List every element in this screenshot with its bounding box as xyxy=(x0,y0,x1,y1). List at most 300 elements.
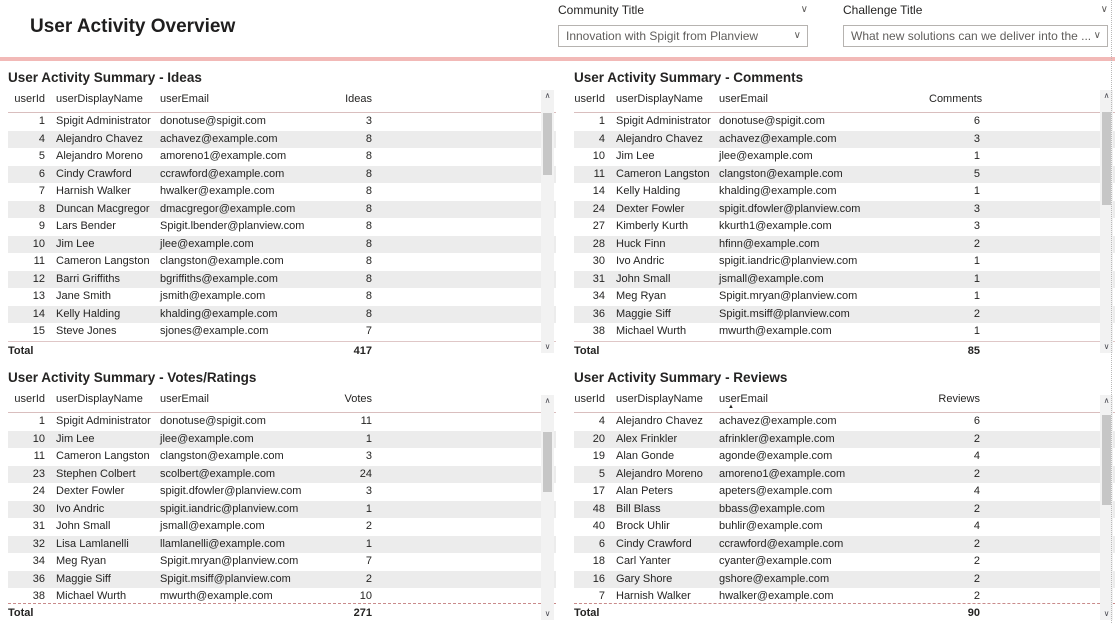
scroll-up-icon[interactable]: ∧ xyxy=(1103,396,1110,405)
total-value: 417 xyxy=(353,344,372,357)
table-row[interactable] xyxy=(574,148,1115,166)
cell-userEmail: ccrawford@example.com xyxy=(719,537,844,550)
cell-userId: 9 xyxy=(38,220,45,232)
cell-userEmail: jlee@example.com xyxy=(160,432,254,445)
cell-Ideas: 8 xyxy=(365,185,372,197)
table-row[interactable] xyxy=(8,288,556,306)
table-row[interactable] xyxy=(8,183,556,201)
table-total-row xyxy=(8,603,556,623)
table-title: User Activity Summary - Votes/Ratings xyxy=(8,370,257,385)
cell-userEmail: hwalker@example.com xyxy=(719,590,834,602)
table-header-row xyxy=(8,90,556,113)
cell-Reviews: 2 xyxy=(973,467,980,480)
cell-Votes: 3 xyxy=(365,450,372,462)
total-value: 90 xyxy=(967,607,980,619)
cell-userId: 1 xyxy=(38,415,45,427)
table-row[interactable] xyxy=(574,323,1115,341)
cell-userEmail: scolbert@example.com xyxy=(160,467,276,480)
table-row[interactable] xyxy=(574,183,1115,201)
cell-userEmail: spigit.dfowler@planview.com xyxy=(160,485,302,497)
table-row[interactable] xyxy=(8,271,556,289)
cell-userId: 20 xyxy=(592,432,605,445)
cell-Reviews: 2 xyxy=(973,555,980,567)
cell-userDisplayName: Alejandro Chavez xyxy=(616,132,703,145)
cell-userDisplayName: Michael Wurth xyxy=(56,590,127,602)
cell-userDisplayName: Barri Griffiths xyxy=(56,272,120,285)
cell-userEmail: achavez@example.com xyxy=(719,415,837,427)
cell-userDisplayName: Spigit Administrator xyxy=(56,115,151,127)
table-total-row xyxy=(8,341,556,362)
cell-Reviews: 2 xyxy=(973,590,980,602)
table-row[interactable] xyxy=(574,448,1115,466)
cell-userEmail: jsmall@example.com xyxy=(719,272,824,285)
table-row[interactable] xyxy=(8,413,556,431)
cell-userId: 28 xyxy=(592,237,605,250)
table-row[interactable] xyxy=(8,236,556,254)
table-row[interactable] xyxy=(8,253,556,271)
comments-table-visual xyxy=(574,68,1115,362)
column-header-userEmail[interactable]: userEmail xyxy=(160,93,209,105)
cell-Ideas: 7 xyxy=(365,325,372,337)
cell-Votes: 1 xyxy=(365,537,372,550)
table-row[interactable] xyxy=(574,288,1115,306)
cell-userDisplayName: Alejandro Moreno xyxy=(616,467,703,480)
cell-Reviews: 2 xyxy=(973,502,980,515)
cell-userDisplayName: Jim Lee xyxy=(56,432,95,445)
cell-userDisplayName: Dexter Fowler xyxy=(616,202,685,215)
cell-Ideas: 8 xyxy=(365,202,372,215)
table-body xyxy=(8,413,556,603)
table-row[interactable] xyxy=(574,166,1115,184)
cell-Votes: 10 xyxy=(359,590,372,602)
cell-userDisplayName: Ivo Andric xyxy=(616,255,665,267)
cell-userEmail: amoreno1@example.com xyxy=(719,467,846,480)
column-header-userDisplayName[interactable]: userDisplayName xyxy=(56,93,143,105)
cell-userEmail: clangston@example.com xyxy=(719,167,843,180)
cell-userDisplayName: Kelly Halding xyxy=(56,307,121,320)
cell-Reviews: 4 xyxy=(973,485,980,497)
cell-Votes: 1 xyxy=(365,502,372,515)
cell-Votes: 2 xyxy=(365,572,372,585)
scroll-down-icon[interactable]: ∨ xyxy=(544,342,551,351)
cell-userEmail: dmacgregor@example.com xyxy=(160,202,296,215)
table-row[interactable] xyxy=(574,413,1115,431)
cell-Reviews: 4 xyxy=(973,520,980,532)
cell-userId: 38 xyxy=(592,325,605,337)
cell-userEmail: gshore@example.com xyxy=(719,572,830,585)
table-row[interactable] xyxy=(8,466,556,484)
cell-Comments: 3 xyxy=(973,132,980,145)
column-header-userEmail[interactable]: userEmail xyxy=(719,93,768,105)
cell-Ideas: 8 xyxy=(365,255,372,267)
chevron-down-icon[interactable]: ∨ xyxy=(1100,4,1108,15)
table-row[interactable] xyxy=(8,306,556,324)
cell-userId: 34 xyxy=(592,290,605,302)
cell-userEmail: mwurth@example.com xyxy=(160,590,273,602)
cell-userId: 13 xyxy=(32,290,45,302)
total-value: 85 xyxy=(967,344,980,357)
cell-Comments: 1 xyxy=(973,185,980,197)
cell-userId: 4 xyxy=(38,132,45,145)
cell-userDisplayName: Steve Jones xyxy=(56,325,117,337)
cell-userDisplayName: Maggie Siff xyxy=(616,307,671,320)
table-total-row xyxy=(574,603,1115,623)
table-row[interactable] xyxy=(574,236,1115,254)
table-total-row xyxy=(574,341,1115,362)
cell-userDisplayName: Duncan Macgregor xyxy=(56,202,150,215)
cell-Ideas: 8 xyxy=(365,272,372,285)
cell-userEmail: ccrawford@example.com xyxy=(160,167,285,180)
cell-userId: 23 xyxy=(32,467,45,480)
table-row[interactable] xyxy=(574,113,1115,131)
cell-userEmail: spigit.iandric@planview.com xyxy=(719,255,858,267)
column-header-userDisplayName[interactable]: userDisplayName xyxy=(56,393,143,405)
cell-Ideas: 8 xyxy=(365,132,372,145)
cell-userEmail: llamlanelli@example.com xyxy=(160,537,285,550)
table-row[interactable] xyxy=(8,218,556,236)
cell-userDisplayName: Michael Wurth xyxy=(616,325,687,337)
table-row[interactable] xyxy=(8,501,556,519)
chevron-down-icon: ∨ xyxy=(1093,30,1101,41)
cell-userDisplayName: Cindy Crawford xyxy=(56,167,132,180)
table-row[interactable] xyxy=(574,431,1115,449)
total-label: Total xyxy=(8,607,34,619)
table-row[interactable] xyxy=(574,306,1115,324)
cell-Votes: 2 xyxy=(365,520,372,532)
column-header-Comments[interactable]: Comments xyxy=(929,93,983,105)
table-body xyxy=(8,113,556,341)
cell-userDisplayName: Ivo Andric xyxy=(56,502,105,515)
cell-Votes: 1 xyxy=(365,432,372,445)
cell-Ideas: 8 xyxy=(365,150,372,162)
scroll-up-icon[interactable]: ∧ xyxy=(544,91,551,100)
cell-userId: 18 xyxy=(592,555,605,567)
cell-userEmail: amoreno1@example.com xyxy=(160,150,287,162)
cell-userDisplayName: Kimberly Kurth xyxy=(616,220,689,232)
table-row[interactable] xyxy=(8,571,556,589)
community-title-slicer xyxy=(558,2,808,47)
table-row[interactable] xyxy=(574,553,1115,571)
cell-userId: 31 xyxy=(32,520,45,532)
dropdown-selected-value: Innovation with Spigit from Planview xyxy=(566,29,759,43)
table-row[interactable] xyxy=(8,553,556,571)
cell-userId: 19 xyxy=(592,450,605,462)
cell-userDisplayName: Harnish Walker xyxy=(56,185,131,197)
total-label: Total xyxy=(574,344,600,357)
cell-userEmail: Spigit.msiff@planview.com xyxy=(160,572,291,585)
table-row[interactable] xyxy=(8,431,556,449)
cell-Comments: 1 xyxy=(973,272,980,285)
cell-userId: 4 xyxy=(598,132,605,145)
cell-Comments: 3 xyxy=(973,220,980,232)
table-row[interactable] xyxy=(8,113,556,131)
cell-userId: 48 xyxy=(592,502,605,515)
table-header-row xyxy=(8,390,556,413)
cell-userDisplayName: John Small xyxy=(56,520,111,532)
cell-userDisplayName: Cameron Langston xyxy=(56,255,150,267)
cell-userDisplayName: Alejandro Moreno xyxy=(56,150,143,162)
cell-Comments: 1 xyxy=(973,255,980,267)
cell-userId: 16 xyxy=(592,572,605,585)
cell-userId: 14 xyxy=(592,185,605,197)
cell-userId: 10 xyxy=(32,432,45,445)
cell-userDisplayName: Alan Gonde xyxy=(616,450,675,462)
cell-userDisplayName: Spigit Administrator xyxy=(56,415,151,427)
cell-userEmail: apeters@example.com xyxy=(719,485,833,497)
cell-userId: 10 xyxy=(32,237,45,250)
cell-userDisplayName: Harnish Walker xyxy=(616,590,691,602)
cell-userId: 6 xyxy=(598,537,605,550)
cell-userId: 8 xyxy=(38,202,45,215)
table-title: User Activity Summary - Reviews xyxy=(574,370,788,385)
column-header-Votes[interactable]: Votes xyxy=(344,393,372,405)
cell-Votes: 24 xyxy=(359,467,372,480)
table-row[interactable] xyxy=(574,483,1115,501)
votes-table-visual xyxy=(8,368,556,623)
cell-Votes: 7 xyxy=(365,555,372,567)
cell-userId: 1 xyxy=(598,115,605,127)
slicer-label: Community Title xyxy=(558,3,645,17)
cell-userEmail: mwurth@example.com xyxy=(719,325,832,337)
scrollbar-thumb[interactable] xyxy=(1102,415,1111,505)
table-row[interactable] xyxy=(8,323,556,341)
scroll-down-icon[interactable]: ∨ xyxy=(544,609,551,618)
table-row[interactable] xyxy=(574,518,1115,536)
cell-Reviews: 4 xyxy=(973,450,980,462)
chevron-down-icon: ∨ xyxy=(793,30,801,41)
cell-userEmail: clangston@example.com xyxy=(160,450,284,462)
cell-userDisplayName: Cameron Langston xyxy=(616,167,710,180)
cell-userDisplayName: Cindy Crawford xyxy=(616,537,692,550)
cell-userId: 5 xyxy=(38,150,45,162)
cell-userDisplayName: Bill Blass xyxy=(616,502,661,515)
cell-Reviews: 6 xyxy=(973,415,980,427)
column-header-userDisplayName[interactable]: userDisplayName xyxy=(616,93,703,105)
cell-userEmail: bbass@example.com xyxy=(719,502,825,515)
cell-Reviews: 2 xyxy=(973,572,980,585)
table-row[interactable] xyxy=(8,588,556,603)
column-header-userEmail[interactable]: userEmail xyxy=(160,393,209,405)
column-header-userDisplayName[interactable]: userDisplayName xyxy=(616,393,703,405)
title-accent-bar xyxy=(0,57,1115,61)
column-header-userId[interactable]: userId xyxy=(574,393,605,405)
cell-Ideas: 8 xyxy=(365,237,372,250)
scroll-down-icon[interactable]: ∨ xyxy=(1103,609,1110,618)
cell-userId: 17 xyxy=(592,485,605,497)
cell-Comments: 1 xyxy=(973,290,980,302)
page-title: User Activity Overview xyxy=(30,16,236,37)
cell-userId: 34 xyxy=(32,555,45,567)
cell-userId: 7 xyxy=(38,185,45,197)
cell-userId: 12 xyxy=(32,272,45,285)
table-row[interactable] xyxy=(8,166,556,184)
cell-userDisplayName: Alan Peters xyxy=(616,485,673,497)
cell-userEmail: Spigit.mryan@planview.com xyxy=(160,555,299,567)
cell-Ideas: 3 xyxy=(365,115,372,127)
cell-userEmail: donotuse@spigit.com xyxy=(160,115,266,127)
cell-userEmail: hfinn@example.com xyxy=(719,237,820,250)
cell-userDisplayName: Huck Finn xyxy=(616,237,666,250)
column-header-userEmail[interactable]: userEmail ▲ xyxy=(719,393,768,410)
cell-userEmail: Spigit.lbender@planview.com xyxy=(160,220,305,232)
cell-userId: 4 xyxy=(598,415,605,427)
cell-userDisplayName: Jim Lee xyxy=(616,150,655,162)
cell-Comments: 5 xyxy=(973,167,980,180)
challenge-title-dropdown[interactable] xyxy=(843,25,1108,47)
table-row[interactable] xyxy=(574,501,1115,519)
cell-userEmail: khalding@example.com xyxy=(719,185,837,197)
cell-userDisplayName: Carl Yanter xyxy=(616,555,671,567)
cell-userId: 30 xyxy=(592,255,605,267)
cell-userEmail: clangston@example.com xyxy=(160,255,284,267)
scrollbar-thumb[interactable] xyxy=(1102,112,1111,205)
cell-userEmail: achavez@example.com xyxy=(719,132,837,145)
cell-userEmail: kkurth1@example.com xyxy=(719,220,832,232)
cell-userId: 40 xyxy=(592,520,605,532)
table-title: User Activity Summary - Ideas xyxy=(8,70,202,85)
scroll-up-icon[interactable]: ∧ xyxy=(1103,91,1110,100)
cell-Comments: 1 xyxy=(973,325,980,337)
cell-Votes: 11 xyxy=(360,415,372,427)
cell-Reviews: 2 xyxy=(973,537,980,550)
table-row[interactable] xyxy=(574,466,1115,484)
table-row[interactable] xyxy=(574,271,1115,289)
cell-userDisplayName: John Small xyxy=(616,272,671,285)
cell-Comments: 2 xyxy=(973,307,980,320)
ideas-table-visual xyxy=(8,68,556,362)
cell-userId: 14 xyxy=(32,307,45,320)
cell-Comments: 2 xyxy=(973,237,980,250)
table-row[interactable] xyxy=(8,448,556,466)
cell-userDisplayName: Brock Uhlir xyxy=(616,520,670,532)
cell-userDisplayName: Meg Ryan xyxy=(56,555,107,567)
table-row[interactable] xyxy=(8,483,556,501)
cell-userDisplayName: Stephen Colbert xyxy=(56,467,136,480)
table-row[interactable] xyxy=(8,131,556,149)
cell-userDisplayName: Alex Frinkler xyxy=(616,432,678,445)
cell-userId: 11 xyxy=(593,167,605,180)
cell-userId: 15 xyxy=(32,325,45,337)
cell-userId: 1 xyxy=(38,115,45,127)
cell-userDisplayName: Cameron Langston xyxy=(56,450,150,462)
column-header-Ideas[interactable]: Ideas xyxy=(345,93,372,105)
table-body xyxy=(574,413,1115,603)
scrollbar-thumb[interactable] xyxy=(543,113,552,175)
scroll-down-icon[interactable]: ∨ xyxy=(1103,342,1110,351)
dropdown-selected-value: What new solutions can we deliver into the ... xyxy=(851,29,1092,43)
table-row[interactable] xyxy=(8,518,556,536)
cell-userEmail: jlee@example.com xyxy=(160,237,254,250)
vertical-scrollbar[interactable] xyxy=(541,90,554,353)
table-row[interactable] xyxy=(574,131,1115,149)
table-row[interactable] xyxy=(8,536,556,554)
cell-Ideas: 8 xyxy=(365,167,372,180)
cell-userId: 36 xyxy=(32,572,45,585)
challenge-title-slicer xyxy=(843,2,1108,47)
page-edge-dotted-line xyxy=(1111,0,1112,623)
table-header-row xyxy=(574,390,1115,413)
cell-userEmail: khalding@example.com xyxy=(160,307,278,320)
cell-userEmail: donotuse@spigit.com xyxy=(160,415,266,427)
table-title: User Activity Summary - Comments xyxy=(574,70,804,85)
cell-userEmail: buhlir@example.com xyxy=(719,520,823,532)
cell-userEmail: achavez@example.com xyxy=(160,132,278,145)
table-row[interactable] xyxy=(574,201,1115,219)
table-row[interactable] xyxy=(574,218,1115,236)
cell-userEmail: jsmith@example.com xyxy=(160,290,266,302)
cell-userId: 24 xyxy=(592,202,605,215)
cell-Comments: 3 xyxy=(973,202,980,215)
scrollbar-thumb[interactable] xyxy=(543,432,552,492)
cell-Ideas: 8 xyxy=(365,220,372,232)
cell-userDisplayName: Dexter Fowler xyxy=(56,485,125,497)
column-header-userId[interactable]: userId xyxy=(574,93,605,105)
cell-userEmail: spigit.iandric@planview.com xyxy=(160,502,299,515)
reviews-table-visual xyxy=(574,368,1115,623)
cell-userId: 7 xyxy=(598,590,605,602)
scroll-up-icon[interactable]: ∧ xyxy=(544,396,551,405)
column-header-userId[interactable]: userId xyxy=(14,93,45,105)
table-row[interactable] xyxy=(8,201,556,219)
table-body xyxy=(574,113,1115,341)
slicer-label: Challenge Title xyxy=(843,3,923,17)
cell-userId: 27 xyxy=(592,220,605,232)
cell-userId: 32 xyxy=(32,537,45,550)
cell-userId: 36 xyxy=(592,307,605,320)
vertical-scrollbar[interactable] xyxy=(541,395,554,620)
community-title-dropdown[interactable] xyxy=(558,25,808,47)
cell-userId: 24 xyxy=(32,485,45,497)
cell-userEmail: jlee@example.com xyxy=(719,150,813,162)
cell-userDisplayName: Kelly Halding xyxy=(616,185,681,197)
cell-userId: 38 xyxy=(32,590,45,602)
cell-userDisplayName: Gary Shore xyxy=(616,572,673,585)
sort-ascending-icon: ▲ xyxy=(728,404,734,410)
cell-userDisplayName: Spigit Administrator xyxy=(616,115,711,127)
cell-userEmail: hwalker@example.com xyxy=(160,185,275,197)
cell-userEmail: jsmall@example.com xyxy=(160,520,265,532)
cell-Ideas: 8 xyxy=(365,290,372,302)
cell-userEmail: afrinkler@example.com xyxy=(719,432,835,445)
total-value: 271 xyxy=(353,607,372,619)
table-row[interactable] xyxy=(8,148,556,166)
cell-userId: 31 xyxy=(592,272,605,285)
cell-userDisplayName: Meg Ryan xyxy=(616,290,667,302)
cell-userDisplayName: Lisa Lamlanelli xyxy=(56,537,129,550)
cell-userId: 6 xyxy=(38,167,45,180)
cell-userDisplayName: Maggie Siff xyxy=(56,572,111,585)
cell-userDisplayName: Jane Smith xyxy=(56,290,112,302)
cell-userEmail: agonde@example.com xyxy=(719,450,833,462)
cell-userId: 5 xyxy=(598,467,605,480)
column-header-Reviews[interactable]: Reviews xyxy=(938,393,980,405)
cell-userId: 10 xyxy=(592,150,605,162)
chevron-down-icon[interactable]: ∨ xyxy=(800,4,808,15)
table-row[interactable] xyxy=(574,571,1115,589)
table-row[interactable] xyxy=(574,536,1115,554)
cell-userEmail: donotuse@spigit.com xyxy=(719,115,825,127)
cell-userId: 11 xyxy=(33,450,45,462)
table-row[interactable] xyxy=(574,588,1115,603)
table-row[interactable] xyxy=(574,253,1115,271)
table-header-row xyxy=(574,90,1115,113)
cell-userEmail: Spigit.msiff@planview.com xyxy=(719,307,850,320)
column-header-userId[interactable]: userId xyxy=(14,393,45,405)
cell-userEmail: sjones@example.com xyxy=(160,325,269,337)
cell-Votes: 3 xyxy=(365,485,372,497)
cell-userEmail: cyanter@example.com xyxy=(719,555,832,567)
cell-userDisplayName: Alejandro Chavez xyxy=(616,415,703,427)
